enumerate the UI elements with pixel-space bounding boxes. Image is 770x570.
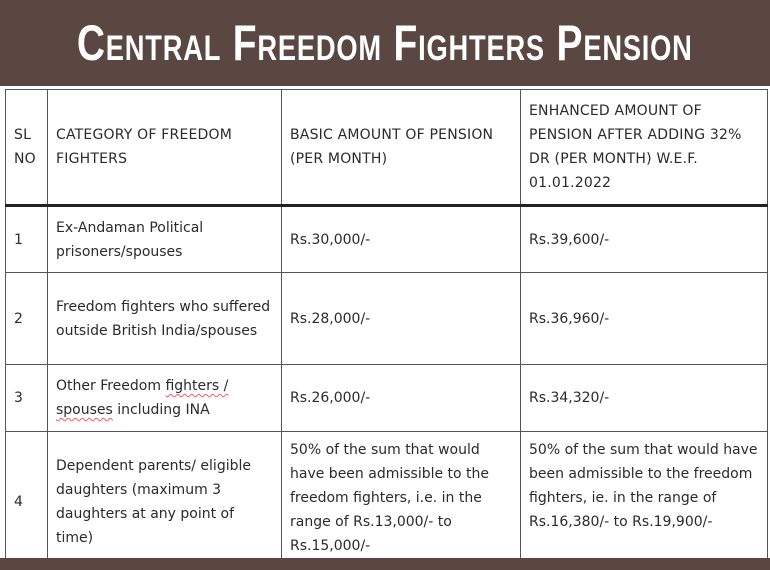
cell-category: Freedom fighters who suffered outside British India/spouses bbox=[48, 273, 282, 365]
cell-enhanced-amount: Rs.36,960/- bbox=[521, 273, 768, 365]
spellcheck-word: spouses bbox=[56, 402, 113, 418]
table-header-row bbox=[6, 90, 768, 206]
category-text: including bbox=[112, 402, 186, 418]
cell-category: Dependent parents/ eligible daughters (maximum 3 daughters at any point of time) bbox=[48, 432, 282, 559]
cell-enhanced-amount: Rs.39,600/- bbox=[521, 206, 768, 273]
page-title: Central Freedom Fighters Pension bbox=[77, 15, 693, 71]
cell-sl-no: 1 bbox=[6, 206, 48, 273]
cell-sl-no: 3 bbox=[6, 365, 48, 432]
cell-basic-amount: Rs.26,000/- bbox=[282, 365, 521, 432]
cell-basic-amount: Rs.30,000/- bbox=[282, 206, 521, 273]
cell-category bbox=[48, 365, 282, 432]
header-basic-amount: BASIC AMOUNT OF PENSION (PER MONTH) bbox=[282, 90, 521, 206]
cell-basic-amount: 50% of the sum that would have been admissible to the freedom fighters, i.e. in the range of Rs.13,000/- to Rs.15,000/- bbox=[282, 432, 521, 559]
cell-basic-amount: Rs.28,000/- bbox=[282, 273, 521, 365]
category-text: INA bbox=[185, 402, 210, 418]
cell-sl-no: 4 bbox=[6, 432, 48, 559]
cell-enhanced-amount: 50% of the sum that would have been admissible to the freedom fighters, ie. in the range of Rs.16,380/- to Rs.19,900/- bbox=[521, 432, 768, 559]
pension-table bbox=[5, 89, 768, 558]
header-sl-no: SL NO bbox=[6, 90, 48, 206]
table-row bbox=[6, 432, 768, 559]
header-enhanced-amount: ENHANCED AMOUNT OF PENSION AFTER ADDING 32% DR (PER MONTH) W.E.F. 01.01.2022 bbox=[521, 90, 768, 206]
pension-table-sheet bbox=[0, 86, 770, 558]
header-category: CATEGORY OF FREEDOM FIGHTERS bbox=[48, 90, 282, 206]
bottom-frame bbox=[0, 558, 770, 570]
cell-category: Ex-Andaman Political prisoners/spouses bbox=[48, 206, 282, 273]
spellcheck-word: fighters / bbox=[165, 378, 229, 394]
table-row bbox=[6, 273, 768, 365]
cell-enhanced-amount: Rs.34,320/- bbox=[521, 365, 768, 432]
title-banner bbox=[0, 0, 770, 86]
cell-sl-no: 2 bbox=[6, 273, 48, 365]
table-row bbox=[6, 365, 768, 432]
table-row bbox=[6, 206, 768, 273]
category-text: Other Freedom bbox=[56, 378, 166, 394]
